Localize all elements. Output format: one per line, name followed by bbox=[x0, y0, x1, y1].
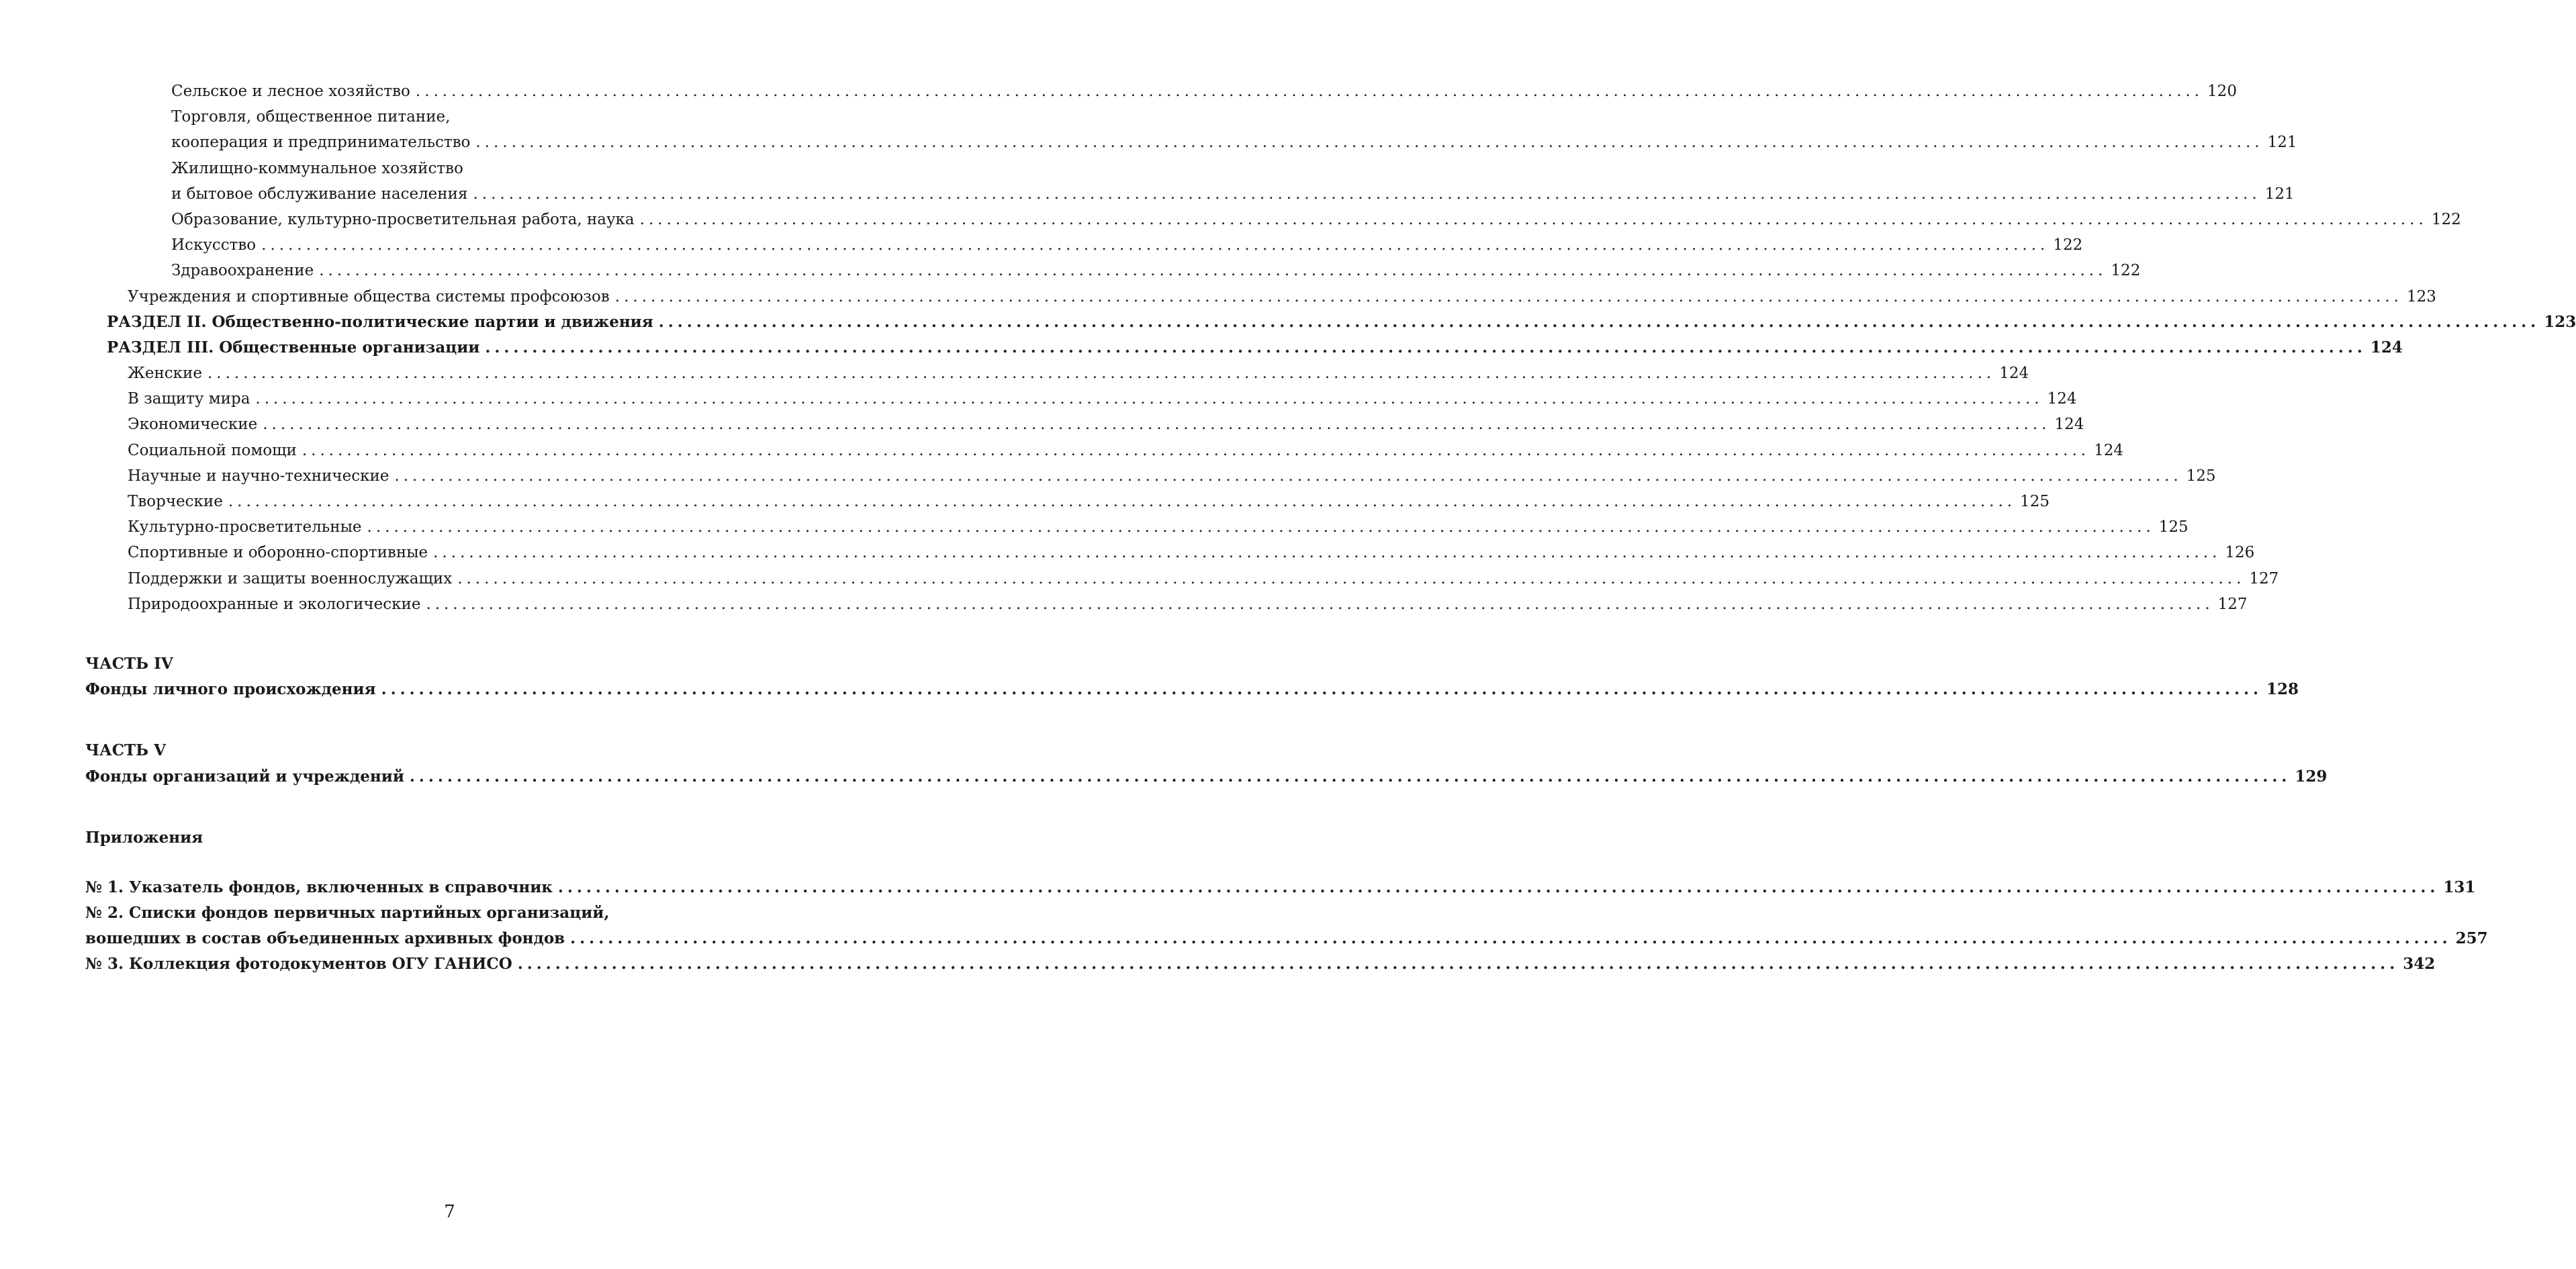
toc-entry-text: РАЗДЕЛ II. Общественно-политические партии и движения bbox=[107, 312, 653, 331]
toc-entry bbox=[85, 130, 2297, 155]
dot-leader: ........................................................................................................................................................................................................ bbox=[255, 390, 2043, 408]
toc-entry bbox=[85, 566, 2279, 592]
toc-entry-text: Спортивные и оборонно-спортивные bbox=[128, 544, 428, 562]
dot-leader: ........................................................................................................................................................................................................ bbox=[409, 767, 2291, 786]
dot-leader: ........................................................................................................................................................................................................ bbox=[302, 441, 2090, 459]
toc-entry bbox=[85, 438, 2123, 463]
part-heading-text: ЧАСТЬ IV bbox=[85, 654, 173, 673]
toc-entry-text: Искусство bbox=[171, 236, 257, 254]
toc-entry-text: Женские bbox=[128, 365, 202, 383]
dot-leader: ........................................................................................................................................................................................................ bbox=[433, 544, 2221, 562]
toc-entry-text: Здравоохранение bbox=[171, 262, 314, 280]
toc-entry-text: Торговля, общественное питание, bbox=[171, 108, 451, 126]
toc-entry-text: Образование, культурно-просветительная работа, наука bbox=[171, 210, 635, 228]
toc-entry bbox=[85, 181, 2295, 207]
toc-entry-text: кооперация и предпринимательство bbox=[171, 134, 471, 152]
toc-entry-text: Сельское и лесное хозяйство bbox=[171, 83, 410, 100]
dot-leader: ........................................................................................................................................................................................................ bbox=[485, 338, 2366, 357]
toc-entry-page: 129 bbox=[2295, 767, 2328, 786]
appendix-entry bbox=[85, 926, 2488, 951]
toc-entry-page: 125 bbox=[2186, 467, 2216, 485]
toc-entry-page: 123 bbox=[2406, 287, 2436, 306]
toc-entry-page: 122 bbox=[2431, 210, 2461, 228]
toc-entry bbox=[85, 463, 2216, 489]
toc-entry-text: Жилищно-коммунальное хозяйство bbox=[171, 159, 463, 177]
toc-entry-page: 124 bbox=[1999, 365, 2029, 383]
toc-entry-text: Поддержки и защиты военнослужащих bbox=[128, 569, 453, 588]
toc-entry bbox=[85, 104, 782, 130]
part-heading bbox=[85, 738, 782, 763]
dot-leader: ........................................................................................................................................................................................................ bbox=[228, 493, 2017, 510]
toc-entry-page: 124 bbox=[2054, 416, 2084, 434]
toc-entry-text: Фонды организаций и учреждений bbox=[85, 767, 404, 786]
toc-part-entry bbox=[85, 677, 2299, 702]
dot-leader: ........................................................................................................................................................................................................ bbox=[639, 210, 2428, 228]
toc-entry bbox=[85, 79, 2237, 104]
toc-entry-page: 125 bbox=[2020, 493, 2050, 510]
dot-leader: ........................................................................................................................................................................................................ bbox=[394, 467, 2182, 485]
toc-entry-page: 127 bbox=[2249, 569, 2279, 588]
toc-entry-page: 124 bbox=[2047, 390, 2077, 408]
toc-entry-page: 127 bbox=[2217, 595, 2248, 613]
toc-entry bbox=[85, 412, 2084, 437]
dot-leader: ........................................................................................................................................................................................................ bbox=[207, 365, 1996, 383]
toc-section-entry bbox=[85, 335, 2403, 361]
toc-entry-text: № 2. Списки фондов первичных партийных организаций, bbox=[85, 904, 610, 923]
toc-entry bbox=[85, 361, 2029, 386]
toc-entry bbox=[85, 489, 2050, 514]
toc-entry-text: В защиту мира bbox=[128, 390, 250, 408]
toc-entry-text: Научные и научно-технические bbox=[128, 467, 389, 485]
toc-entry-text: Природоохранные и экологические bbox=[128, 595, 421, 613]
dot-leader: ........................................................................................................................................................................................................ bbox=[457, 569, 2246, 588]
toc-entry bbox=[85, 540, 2255, 565]
toc-entry-page: 124 bbox=[2094, 441, 2123, 459]
toc-entry-page: 126 bbox=[2225, 544, 2255, 562]
dot-leader: ........................................................................................................................................................................................................ bbox=[263, 416, 2051, 434]
toc-entry-text: и бытовое обслуживание населения bbox=[171, 185, 468, 203]
toc-entry-text: вошедших в состав объединенных архивных фондов bbox=[85, 929, 565, 948]
appendix-entry bbox=[85, 875, 2476, 900]
toc-entry-page: 123 bbox=[2544, 312, 2576, 331]
toc-entry bbox=[85, 207, 2461, 232]
dot-leader: ........................................................................................................................................................................................................ bbox=[426, 595, 2214, 613]
part-heading bbox=[85, 651, 782, 677]
dot-leader: ........................................................................................................................................................................................................ bbox=[614, 287, 2403, 306]
dot-leader: ........................................................................................................................................................................................................ bbox=[381, 680, 2263, 699]
toc-entry-page: 121 bbox=[2264, 185, 2295, 203]
dot-leader: ........................................................................................................................................................................................................ bbox=[367, 518, 2155, 536]
toc-entry-page: 122 bbox=[2053, 236, 2083, 254]
part-heading-text: ЧАСТЬ V bbox=[85, 741, 166, 760]
page-number: 7 bbox=[444, 1202, 455, 1222]
dot-leader: ........................................................................................................................................................................................................ bbox=[415, 83, 2204, 100]
dot-leader: ........................................................................................................................................................................................................ bbox=[570, 929, 2452, 948]
toc-entry-page: 125 bbox=[2158, 518, 2189, 536]
table-of-contents bbox=[85, 79, 2576, 978]
toc-section-entry bbox=[85, 310, 2576, 335]
dot-leader: ........................................................................................................................................................................................................ bbox=[261, 236, 2050, 254]
toc-entry-page: 128 bbox=[2266, 680, 2299, 699]
toc-entry-page: 122 bbox=[2111, 262, 2141, 280]
dot-leader: ........................................................................................................................................................................................................ bbox=[473, 185, 2261, 203]
dot-leader: ........................................................................................................................................................................................................ bbox=[557, 878, 2440, 896]
toc-entry-page: 257 bbox=[2455, 929, 2488, 948]
toc-entry-page: 121 bbox=[2267, 134, 2297, 152]
toc-entry-page: 120 bbox=[2207, 83, 2237, 100]
appendices-heading bbox=[85, 825, 782, 851]
toc-entry-text: Учреждения и спортивные общества системы профсоюзов bbox=[128, 287, 610, 306]
appendices-heading-text: Приложения bbox=[85, 828, 203, 847]
toc-entry bbox=[85, 258, 2141, 283]
toc-entry bbox=[85, 232, 2083, 258]
toc-part-entry bbox=[85, 764, 2328, 790]
toc-entry-text: РАЗДЕЛ III. Общественные организации bbox=[107, 338, 480, 357]
toc-entry-page: 131 bbox=[2443, 878, 2476, 896]
toc-entry bbox=[85, 284, 2436, 310]
appendix-entry bbox=[85, 900, 782, 926]
toc-entry bbox=[85, 156, 782, 181]
toc-entry bbox=[85, 386, 2077, 412]
toc-entry-text: № 3. Коллекция фотодокументов ОГУ ГАНИСО bbox=[85, 955, 512, 974]
dot-leader: ........................................................................................................................................................................................................ bbox=[658, 312, 2540, 331]
toc-entry-text: Культурно-просветительные bbox=[128, 518, 362, 536]
dot-leader: ........................................................................................................................................................................................................ bbox=[475, 134, 2264, 152]
appendix-entry bbox=[85, 951, 2436, 977]
toc-entry-text: № 1. Указатель фондов, включенных в справочник bbox=[85, 878, 553, 896]
toc-entry bbox=[85, 592, 2248, 617]
dot-leader: ........................................................................................................................................................................................................ bbox=[319, 262, 2107, 280]
toc-entry-text: Творческие bbox=[128, 493, 223, 510]
toc-entry-text: Фонды личного происхождения bbox=[85, 680, 376, 699]
dot-leader: ........................................................................................................................................................................................................ bbox=[517, 955, 2399, 974]
toc-entry-page: 124 bbox=[2370, 338, 2403, 357]
toc-entry-page: 342 bbox=[2403, 955, 2436, 974]
toc-entry bbox=[85, 514, 2189, 540]
toc-entry-text: Экономические bbox=[128, 416, 258, 434]
toc-entry-text: Социальной помощи bbox=[128, 441, 297, 459]
